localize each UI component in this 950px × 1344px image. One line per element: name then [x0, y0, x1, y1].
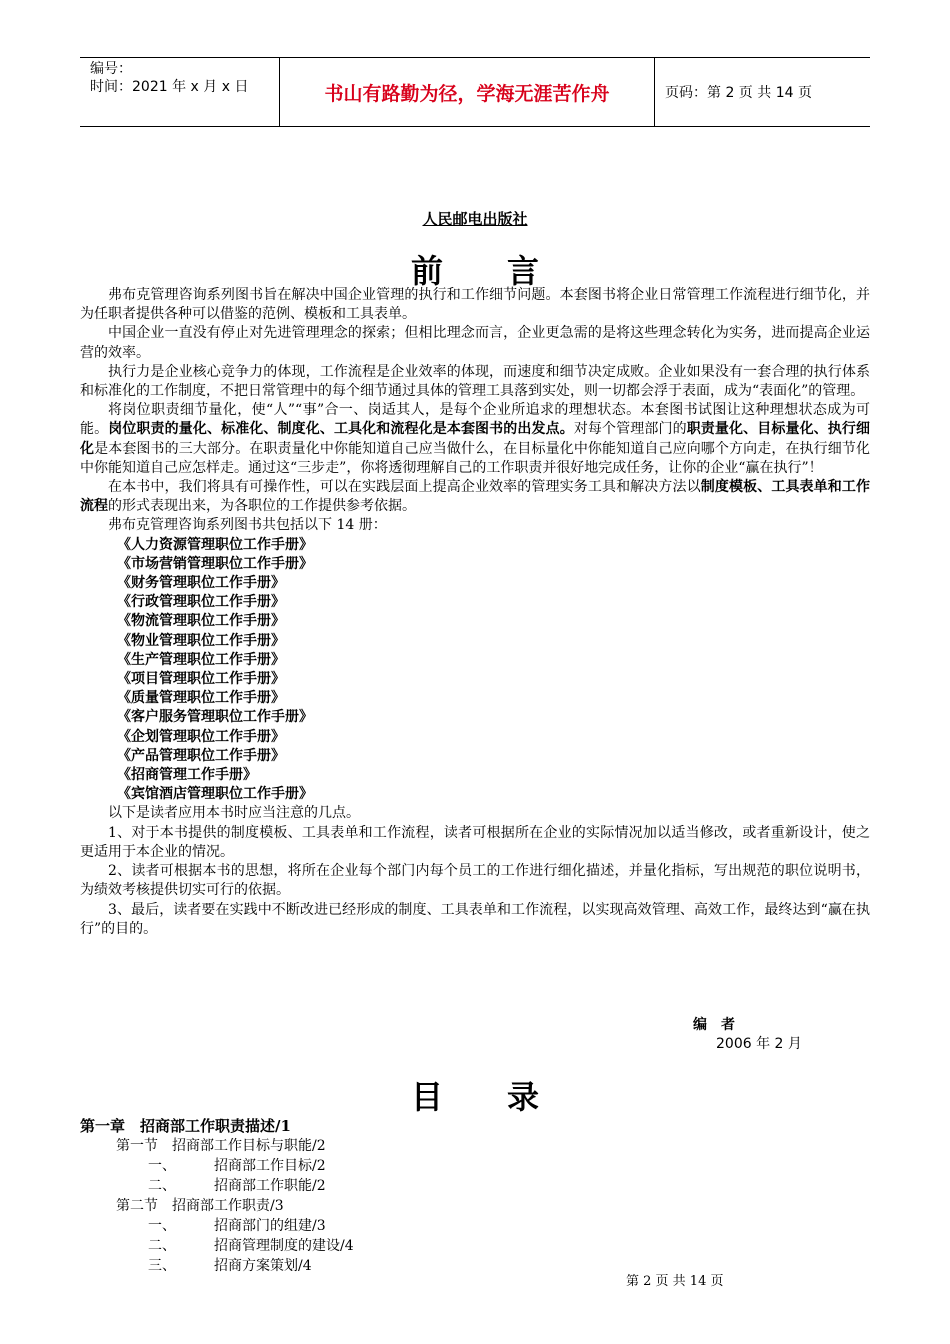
text-run: 在本书中，我们将具有可操作性，可以在实践层面上提高企业效率的管理实务工具和解决方法以	[108, 479, 701, 496]
table-of-contents	[80, 1116, 870, 1276]
list-item: 《质量管理职位工作手册》	[117, 690, 285, 707]
bold-run: 制度模板、工具表单和工作流程	[80, 479, 871, 515]
list-item: 《物业管理职位工作手册》	[117, 632, 285, 649]
signature-date: 2006 年 2 月	[716, 1036, 802, 1052]
toc-section[interactable]: 第一节 招商部工作目标与职能/2	[116, 1138, 326, 1154]
document-time: 时间：2021 年 x 月 x 日	[90, 79, 249, 95]
bold-run: 职责量化、目标量化、执行细化	[80, 421, 871, 457]
toc-section[interactable]: 第二节 招商部工作职责/3	[116, 1198, 284, 1214]
list-item: 《行政管理职位工作手册》	[117, 594, 285, 611]
toc-item-text: 招商部工作目标/2	[214, 1158, 326, 1174]
header-page-info: 页码：第 2 页 共 14 页	[665, 85, 812, 101]
page-footer: 第 2 页 共 14 页	[626, 1274, 724, 1289]
toc-chapter[interactable]: 第一章 招商部工作职责描述/1	[80, 1117, 291, 1135]
text-run: 的形式表现出来，为各职位的工作提供参考依据。	[108, 498, 416, 515]
list-item: 《项目管理职位工作手册》	[117, 671, 285, 688]
toc-item-number: 二、	[148, 1178, 176, 1194]
preface-title: 前 言	[410, 252, 539, 290]
preface-paragraph: 弗布克管理咨询系列图书共包括以下 14 册：	[108, 517, 387, 534]
preface-paragraph: 执行力是企业核心竞争力的体现，工作流程是企业效率的体现，而速度和细节决定成败。企业如果没有一套合理的执行体系和标准化的工作制度，不把日常管理中的每个细节通过具体的管理工具落到实处，则一切都会浮于表面，成为“表面化”的管理。	[80, 363, 870, 400]
toc-item-number: 一、	[148, 1218, 176, 1234]
preface-paragraph	[80, 401, 870, 478]
preface-paragraph: 以下是读者应用本书时应当注意的几点。	[108, 805, 360, 822]
preface-paragraph: 2、读者可根据本书的思想，将所在企业每个部门内每个员工的工作进行细化描述，并量化指标，写出规范的职位说明书，为绩效考核提供切实可行的依据。	[80, 863, 870, 899]
list-item: 《生产管理职位工作手册》	[117, 651, 285, 668]
toc-item[interactable]	[80, 1216, 870, 1236]
list-item: 《财务管理职位工作手册》	[117, 575, 285, 592]
text-run: 对每个管理部门的	[573, 421, 687, 438]
toc-item-text: 招商方案策划/4	[214, 1258, 312, 1274]
toc-item[interactable]	[80, 1256, 870, 1276]
list-item: 《招商管理工作手册》	[117, 767, 257, 784]
preface-body	[80, 286, 870, 939]
toc-item-number: 一、	[148, 1158, 176, 1174]
preface-paragraph: 弗布克管理咨询系列图书旨在解决中国企业管理的执行和工作细节问题。本套图书将企业日常管理工作流程进行细节化，并为任职者提供各种可以借鉴的范例、模板和工具表单。	[80, 287, 870, 323]
list-item: 《产品管理职位工作手册》	[117, 747, 285, 764]
page-header	[80, 57, 870, 127]
preface-paragraph: 中国企业一直没有停止对先进管理理念的探索；但相比理念而言，企业更急需的是将这些理念转化为实务，进而提高企业运营的效率。	[80, 325, 870, 361]
preface-paragraph	[80, 478, 870, 516]
preface-paragraph: 1、对于本书提供的制度模板、工具表单和工作流程，读者可根据所在企业的实际情况加以适当修改，或者重新设计，使之更适用于本企业的情况。	[80, 824, 870, 860]
toc-title: 目 录	[410, 1078, 539, 1116]
header-meta	[80, 58, 280, 126]
list-item: 《市场营销管理职位工作手册》	[117, 555, 313, 572]
signature-block	[690, 1016, 802, 1054]
bold-run: 岗位职责的量化、标准化、制度化、工具化和流程化是本套图书的出发点。	[108, 421, 574, 438]
preface-paragraph: 3、最后，读者要在实践中不断改进已经形成的制度、工具表单和工作流程，以实现高效管理、高效工作，最终达到“赢在执行”的目的。	[80, 901, 870, 937]
list-item: 《客户服务管理职位工作手册》	[117, 709, 313, 726]
text-run: 是本套图书的三大部分。在职责量化中你能知道自己应当做什么，在目标量化中你能知道自己应向哪个方向走，在执行细节化中你能知道自己应怎样走。通过这“三步走”，你将透彻理解自己的工作职责并很好地完成任务，让你的企业“赢在执行”！	[80, 440, 870, 476]
toc-item[interactable]	[80, 1236, 870, 1256]
list-item: 《人力资源管理职位工作手册》	[117, 536, 313, 553]
toc-item-number: 二、	[148, 1238, 176, 1254]
book-list	[80, 536, 870, 805]
text-run: 将岗位职责细节量化，使“人”“事”合一、岗适其人，是每个企业所追求的理想状态。本套图书试图让这种理想状态成为可能。	[80, 402, 870, 438]
toc-item-text: 招商部门的组建/3	[214, 1218, 326, 1234]
toc-item-number: 三、	[148, 1258, 176, 1274]
list-item: 《企划管理职位工作手册》	[117, 728, 285, 745]
toc-item-text: 招商部工作职能/2	[214, 1178, 326, 1194]
header-motto: 书山有路勤为径，学海无涯苦作舟	[280, 58, 655, 126]
toc-item[interactable]	[80, 1156, 870, 1176]
toc-item-text: 招商管理制度的建设/4	[214, 1238, 354, 1254]
document-number-label: 编号：	[90, 61, 132, 77]
list-item: 《物流管理职位工作手册》	[117, 613, 285, 630]
toc-item[interactable]	[80, 1176, 870, 1196]
signature-author: 编 者	[693, 1017, 735, 1033]
publisher-name: 人民邮电出版社	[422, 210, 528, 228]
list-item: 《宾馆酒店管理职位工作手册》	[117, 786, 313, 803]
